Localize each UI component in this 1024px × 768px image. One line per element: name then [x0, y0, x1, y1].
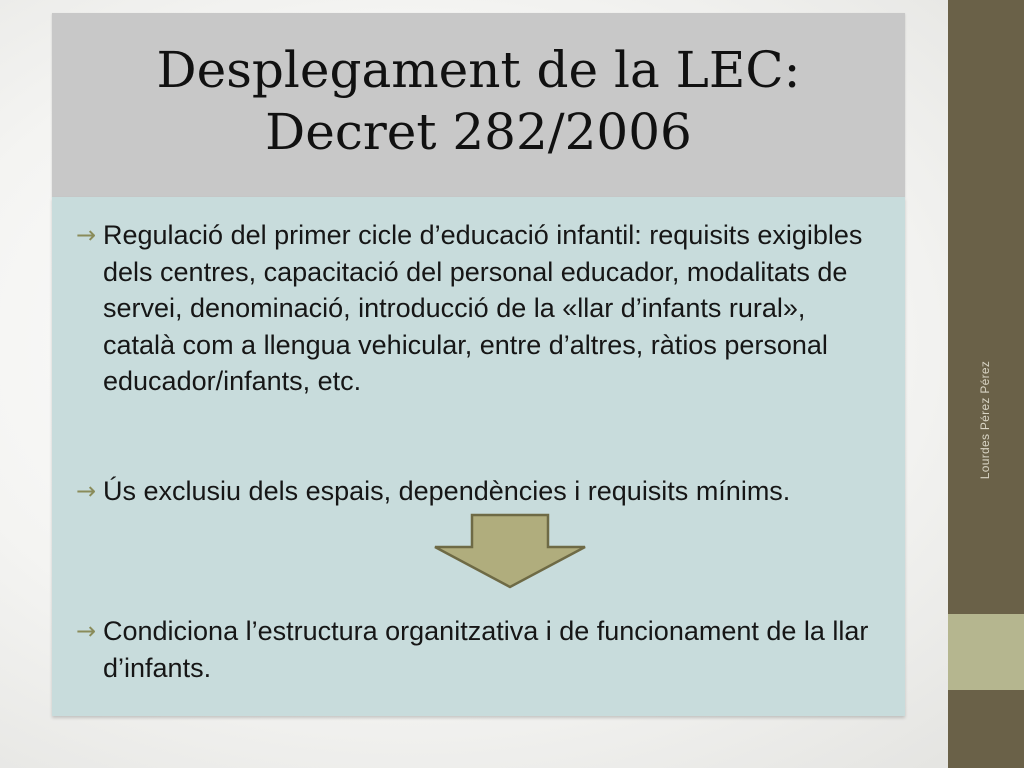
slide-title-line-2: Decret 282/2006 — [265, 103, 692, 161]
bullet-item-condiciona — [76, 613, 876, 686]
title-band — [52, 13, 905, 197]
bullet-text: Ús exclusiu dels espais, dependències i requisits mínims. — [103, 476, 791, 506]
right-arrow-icon: → — [76, 617, 97, 645]
bullet-text: Condiciona l’estructura organitzativa i de funcionament de la llar d’infants. — [103, 616, 869, 683]
side-accent-block — [948, 614, 1024, 690]
down-arrow-shape — [435, 515, 585, 587]
right-arrow-icon: → — [76, 477, 97, 505]
down-arrow-icon — [432, 513, 588, 589]
content-band — [52, 197, 905, 716]
slide-title — [52, 39, 905, 163]
bullet-item-regulacio — [76, 217, 876, 400]
right-arrow-icon: → — [76, 221, 97, 249]
slide — [52, 13, 905, 716]
footer-author: Lourdes Pérez Pérez — [978, 360, 992, 480]
bullet-text: Regulació del primer cicle d’educació infantil: requisits exigibles dels centres, capacitació del personal educador, modalitats de servei, denominació, introducció de la «llar d’infants rural», català com a llengua vehicular, entre d’altres, ràtios personal educador/infants, etc. — [103, 220, 863, 396]
bullet-item-us-exclusiu — [76, 473, 876, 510]
slide-title-line-1: Desplegament de la LEC: — [156, 41, 801, 99]
